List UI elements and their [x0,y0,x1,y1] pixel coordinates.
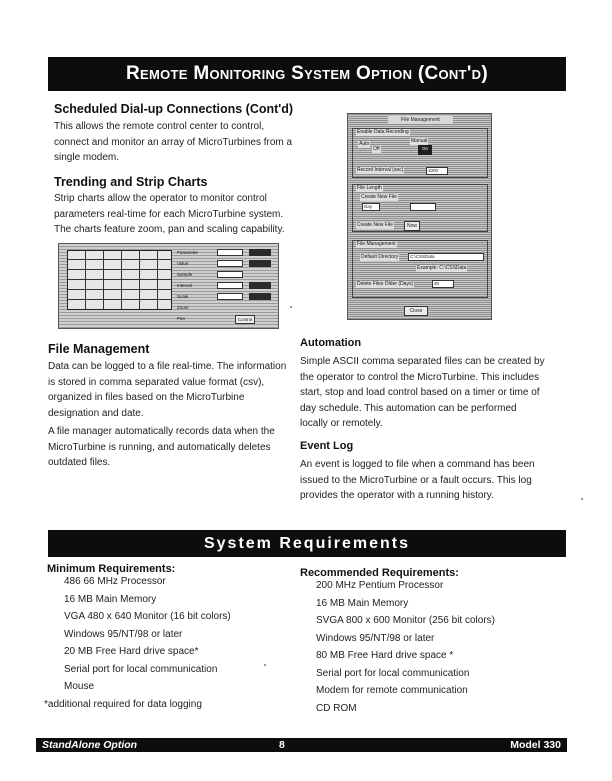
automation-line: the operator to control the MicroTurbine. This includes [300,371,540,383]
minimum-requirements-list [64,573,231,696]
trending-line: The charts feature zoom, pan and scaling capability. [54,224,285,235]
file-manager-directory-label: Default Directory [361,254,399,260]
file-manager-enable-label: Enable Data Recording [357,129,409,135]
file-manager-title: File Management [388,116,453,124]
strip-chart-field [217,249,243,256]
file-manager-delete-input[interactable]: 30 [432,280,454,288]
file-manager-close-button[interactable]: Close [404,306,428,316]
list-item: 16 MB Main Memory [316,597,409,609]
automation-heading: Automation [300,337,362,349]
scan-speck [264,664,266,666]
strip-chart-label: Parameter [177,250,199,255]
scan-speck [290,306,292,308]
trending-heading: Trending and Strip Charts [54,175,208,189]
file-manager-manual-label: Manual [411,138,428,144]
file-manager-file-length-label: File Length [357,185,382,191]
dialup-heading: Scheduled Dial-up Connections (Cont'd) [54,102,294,116]
recommended-requirements-heading: Recommended Requirements: [300,567,459,579]
event-log-heading: Event Log [300,440,354,452]
list-item: CD ROM [316,702,357,714]
file-management-line: is stored in comma separated value format (csv), [48,376,265,388]
system-requirements-banner: System Requirements [48,530,566,557]
strip-chart-control-button[interactable]: Control [235,315,255,324]
list-item: Modem for remote communication [316,685,468,696]
strip-chart-label: Zoom [177,305,189,310]
file-manager-delete-label: Delete Files Older (Days) [357,281,414,287]
strip-chart-field [217,271,243,278]
strip-chart-swatch [249,282,271,289]
list-item: Serial port for local communication [64,663,218,675]
file-manager-create-select[interactable]: Day [362,203,380,211]
file-manager-directory-group-label: File Management [357,241,396,247]
strip-chart-row [177,303,275,312]
list-item: 200 MHz Pentium Processor [316,580,444,591]
strip-chart-control-panel [177,248,275,326]
event-log-line: issued to the MicroTurbine or a fault occurs. This log [300,474,532,486]
trending-line: parameters real-time for each MicroTurbine system. [54,208,284,220]
recommended-requirements-list [316,577,495,717]
strip-chart-screenshot [58,243,279,329]
list-item: Windows 95/NT/98 or later [316,632,435,644]
strip-chart-row [177,314,275,323]
footer-model-label: Model 330 [510,739,561,751]
trending-line: Strip charts allow the operator to monitor control [54,193,267,204]
page-footer [36,738,567,752]
file-manager-browse-label: Create New File [357,222,393,228]
file-management-line: organized in files based on the MicroTurbine [48,392,245,403]
file-management-line: A file manager automatically records data when the [48,426,275,437]
strip-chart-label: Value [177,261,189,266]
automation-line: day schedule. This automation can be performed [300,402,517,414]
automation-line: Simple ASCII comma separated files can be created by [300,356,545,367]
list-item: Windows 95/NT/98 or later [64,628,183,640]
file-manager-on-toggle[interactable]: On [418,145,432,155]
event-log-text [300,457,535,504]
minimum-requirements-heading: Minimum Requirements: [47,563,176,575]
file-manager-create-label: Create New File [361,194,397,200]
strip-chart-swatch [249,249,271,256]
file-manager-screenshot [347,113,492,320]
strip-chart-swatch [249,293,271,300]
event-log-line: An event is logged to file when a command has been [300,459,535,470]
event-log-line: provides the operator with a running history. [300,490,494,501]
file-management-line: MicroTurbine is running, and automatically deletes [48,441,271,453]
dialup-line: This allows the remote control center to control, [54,121,265,132]
dialup-text [54,119,292,166]
strip-chart-field [217,282,243,289]
strip-chart-swatch [249,260,271,267]
footnote: *additional required for data logging [44,699,202,710]
list-item: 486 66 MHz Processor [64,576,166,587]
strip-chart-plot-area [67,250,172,310]
file-management-line: outdated files. [48,457,111,468]
file-manager-period-input[interactable]: 1000 [426,167,448,175]
strip-chart-field [217,260,243,267]
file-manager-directory-input[interactable]: C:\CSSData [408,253,484,261]
list-item: VGA 480 x 640 Monitor (16 bit colors) [64,611,231,622]
list-item: Serial port for local communication [316,667,470,679]
strip-chart-label: Scale [177,294,189,299]
automation-text [300,354,545,432]
file-management-heading: File Management [48,342,150,356]
scan-speck [581,498,583,500]
list-item: 16 MB Main Memory [64,593,157,605]
dialup-line: connect and monitor an array of MicroTurbines from a [54,136,293,148]
strip-chart-label: Pan [177,316,186,321]
dialup-line: single modem. [54,152,120,163]
list-item: Mouse [64,681,95,692]
file-management-line: Data can be logged to a file real-time. The information [48,361,287,372]
automation-line: locally or remotely. [300,418,383,429]
file-manager-off-label: Off [373,146,380,152]
strip-chart-label: Sample [177,272,193,277]
list-item: 80 MB Free Hard drive space * [316,650,454,661]
file-manager-example-label: Example: C:\CSSData [417,265,467,271]
strip-chart-field [217,293,243,300]
strip-chart-label: Interval [177,283,192,288]
file-manager-length-input[interactable] [410,203,436,211]
page-banner-title: Remote Monitoring System Option (Cont'd) [48,57,566,91]
trending-text [54,191,285,238]
page-number: 8 [279,739,285,751]
file-manager-now-button[interactable]: Now [404,221,420,231]
automation-line: start, stop and load control based on a timer or time of [300,387,540,398]
file-manager-auto-label: Auto [359,141,370,147]
list-item: 20 MB Free Hard drive space* [64,646,199,657]
list-item: SVGA 800 x 600 Monitor (256 bit colors) [316,615,495,626]
file-management-text [48,359,286,421]
footer-section-label: StandAlone Option [42,739,138,751]
file-management-line: designation and date. [48,407,144,419]
file-manager-period-label: Record Interval (sec) [357,167,404,173]
file-management-text-2 [48,424,275,471]
